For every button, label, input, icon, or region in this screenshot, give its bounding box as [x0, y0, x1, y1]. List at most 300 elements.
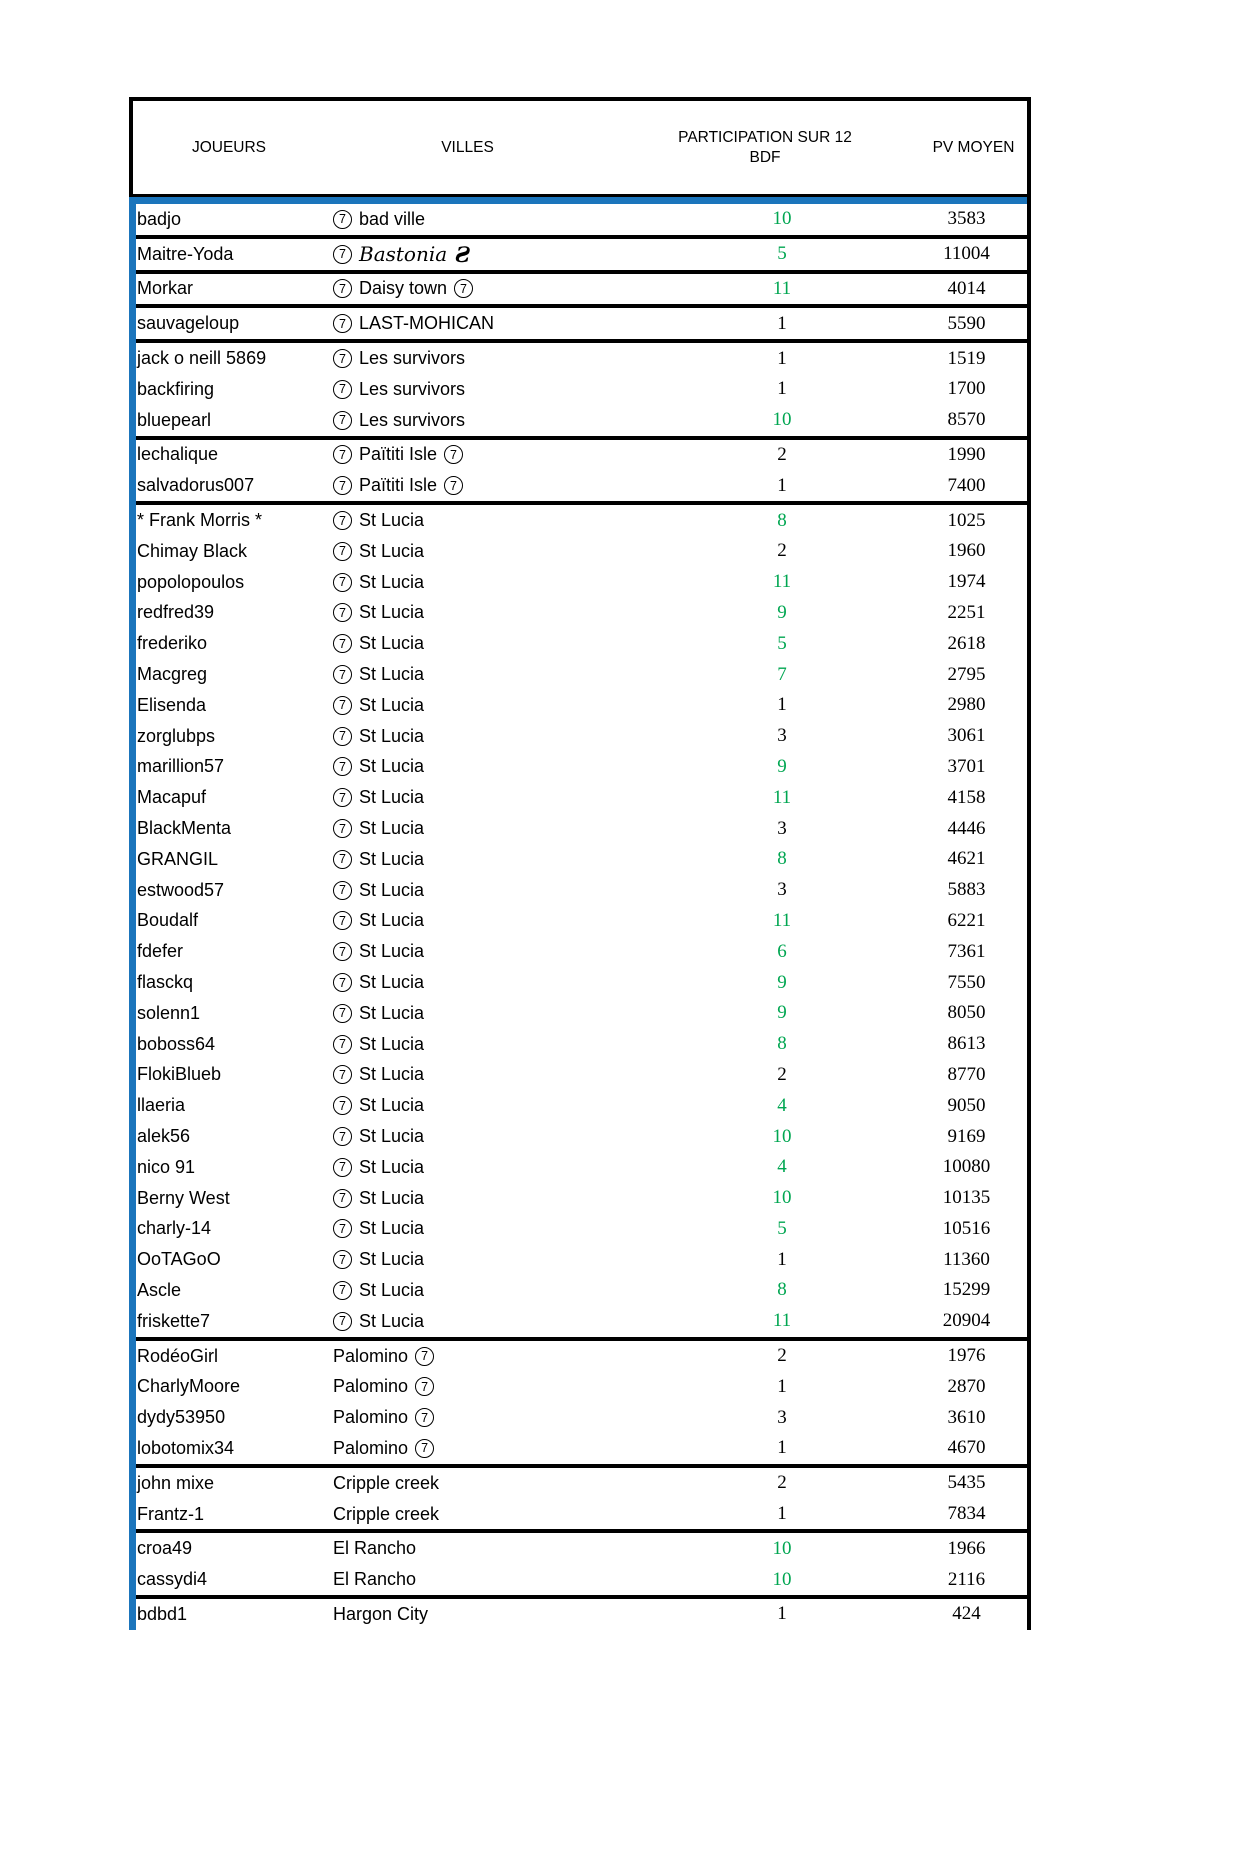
circle-seven-icon: 7: [333, 573, 352, 592]
table-row: [133, 567, 1027, 598]
circle-seven-icon: 7: [333, 245, 352, 264]
player-name: Chimay Black: [137, 540, 248, 561]
player-name: GRANGIL: [137, 848, 219, 869]
ville-name: St Lucia: [359, 664, 425, 685]
ville-name: St Lucia: [359, 633, 425, 654]
table-row: [133, 501, 1027, 536]
participation-value: 3: [777, 725, 787, 747]
ville-cell: [325, 436, 610, 471]
participation-value: 1: [777, 378, 787, 400]
player-name-cell: [133, 1529, 325, 1564]
player-name: CharlyMoore: [137, 1376, 241, 1397]
ville-name: St Lucia: [359, 1002, 425, 1023]
table-row: [133, 875, 1027, 906]
circle-seven-icon: 7: [333, 445, 352, 464]
player-name: croa49: [137, 1538, 193, 1559]
player-name: marillion57: [137, 756, 225, 777]
participation-value: 1: [610, 1595, 920, 1630]
ville-cell: [325, 1214, 610, 1245]
circle-seven-icon: 7: [333, 911, 352, 930]
participation-value: 9: [777, 1002, 787, 1024]
circle-seven-icon: 7: [333, 757, 352, 776]
table-row: [133, 1433, 1027, 1464]
ville-name: St Lucia: [359, 1095, 425, 1116]
ville-name: St Lucia: [359, 1064, 425, 1085]
circle-seven-icon: 7: [415, 1408, 434, 1427]
circle-seven-icon: 7: [333, 1096, 352, 1115]
participation-value: 1: [777, 474, 787, 496]
player-name-cell: [133, 782, 325, 813]
ville-cell: [325, 1595, 610, 1630]
participation-value: 8: [777, 1279, 787, 1301]
table-row: [133, 998, 1027, 1029]
player-name-cell: [133, 1433, 325, 1464]
participation-value: 1: [777, 1248, 787, 1270]
pv-moyen-value: 7400: [947, 474, 986, 496]
table-row: [133, 1464, 1027, 1499]
pv-moyen-value: 8613: [947, 1033, 986, 1055]
ville-name: St Lucia: [359, 1156, 425, 1177]
ville-cell: [325, 1499, 610, 1530]
circle-seven-icon: 7: [333, 279, 352, 298]
ville-cell: [325, 304, 610, 339]
participation-value: 8: [777, 848, 787, 870]
player-name: OoTAGoO: [137, 1249, 221, 1270]
selection-left-border: [129, 197, 136, 1630]
player-name: flasckq: [137, 972, 194, 993]
table-row: [133, 1090, 1027, 1121]
ville-cell: [325, 567, 610, 598]
circle-seven-icon: 7: [333, 1004, 352, 1023]
table-row: [133, 1529, 1027, 1564]
player-name: Macgreg: [137, 664, 208, 685]
ville-cell: [325, 1152, 610, 1183]
participation-value: 7: [777, 663, 787, 685]
ville-name: St Lucia: [359, 725, 425, 746]
participation-value: 10: [772, 409, 792, 431]
player-name-cell: [133, 1595, 325, 1630]
player-name-cell: [133, 1464, 325, 1499]
table-row: [133, 1371, 1027, 1402]
player-name: FlokiBlueb: [137, 1064, 222, 1085]
ville-cell: [325, 1060, 610, 1091]
ville-cell: [325, 1029, 610, 1060]
player-name-cell: [133, 936, 325, 967]
player-name: alek56: [137, 1126, 191, 1146]
ville-name: Païtiti Isle: [359, 444, 438, 465]
player-name: dydy53950: [137, 1407, 226, 1428]
ville-name: Bastonia: [359, 242, 448, 267]
circle-seven-icon: 7: [333, 1219, 352, 1238]
participation-value: 10: [772, 1568, 792, 1590]
ville-cell: [325, 628, 610, 659]
ville-name: St Lucia: [359, 1033, 425, 1054]
pv-moyen-value: 3610: [947, 1406, 986, 1428]
ville-cell: [325, 1529, 610, 1564]
participation-value: 3: [777, 817, 787, 839]
player-name-cell: [133, 1060, 325, 1091]
ville-name: St Lucia: [359, 818, 425, 839]
ville-name: St Lucia: [359, 1218, 425, 1239]
player-name-cell: [133, 1275, 325, 1306]
player-name-cell: [133, 1306, 325, 1337]
ville-name: St Lucia: [359, 540, 425, 561]
pv-moyen-value: 1519: [920, 339, 1027, 374]
table-row: [133, 752, 1027, 783]
participation-value: 4: [777, 1156, 787, 1178]
pv-moyen-value: 15299: [942, 1279, 991, 1301]
circle-seven-icon: 7: [333, 850, 352, 869]
player-name: RodéoGirl: [137, 1345, 219, 1366]
participation-value: 11: [772, 1310, 792, 1332]
pv-moyen-value: 11360: [943, 1248, 990, 1270]
ville-name: St Lucia: [359, 1279, 425, 1300]
ville-name: St Lucia: [359, 972, 425, 993]
table-row: [133, 374, 1027, 405]
participation-value: 2: [610, 436, 920, 471]
player-name: backfiring: [137, 378, 215, 399]
player-name-cell: [133, 1499, 325, 1530]
participation-value: 2: [777, 540, 787, 562]
pv-moyen-value: 5883: [947, 879, 986, 901]
table-body: [133, 197, 1027, 1630]
ville-cell: [325, 1371, 610, 1402]
pv-moyen-value: 1700: [947, 378, 986, 400]
player-name: salvadorus007: [137, 475, 255, 496]
circle-seven-icon: 7: [333, 1127, 352, 1146]
ville-name: Les survivors: [359, 378, 466, 399]
pv-moyen-value: 3583: [920, 197, 1027, 235]
table-row: [133, 470, 1027, 501]
table-row: [133, 628, 1027, 659]
participation-value: 1: [777, 694, 787, 716]
circle-seven-icon: 7: [454, 279, 473, 298]
participation-value: 1: [610, 339, 920, 374]
circle-seven-icon: 7: [444, 445, 463, 464]
ville-cell: [325, 1090, 610, 1121]
player-name: * Frank Morris *: [137, 510, 263, 531]
pv-moyen-value: 20904: [942, 1310, 991, 1332]
table-row: [133, 1337, 1027, 1372]
pv-moyen-value: 3701: [947, 755, 986, 777]
table-row: [133, 1499, 1027, 1530]
player-name: Maitre-Yoda: [137, 243, 234, 264]
player-name: john mixe: [137, 1472, 215, 1493]
circle-seven-icon: 7: [333, 1312, 352, 1331]
participation-value: 11: [772, 909, 792, 931]
player-name: llaeria: [137, 1095, 186, 1116]
pv-moyen-value: 11004: [920, 235, 1027, 270]
pv-moyen-value: 1974: [947, 571, 986, 593]
player-name: lechalique: [137, 444, 219, 465]
column-header-participation: PARTICIPATION SUR 12 BDF: [610, 101, 920, 197]
participation-value: 10: [772, 1125, 792, 1147]
ville-name: Palomino: [333, 1437, 409, 1458]
participation-value: 9: [777, 755, 787, 777]
participation-value: 10: [772, 1187, 792, 1209]
player-name-cell: [133, 235, 325, 270]
ville-name: St Lucia: [359, 910, 425, 931]
pv-moyen-value: 10516: [942, 1217, 991, 1239]
circle-seven-icon: 7: [415, 1377, 434, 1396]
player-name: Morkar: [137, 278, 194, 299]
player-name-cell: [133, 628, 325, 659]
player-name: charly-14: [137, 1218, 212, 1239]
player-name-cell: [133, 998, 325, 1029]
pv-moyen-value: 2980: [947, 694, 986, 716]
player-name-cell: [133, 270, 325, 305]
table-row: [133, 1183, 1027, 1214]
ville-cell: [325, 405, 610, 436]
player-name-cell: [133, 690, 325, 721]
participation-value: 10: [610, 197, 920, 235]
pv-moyen-value: 7361: [947, 940, 986, 962]
table-row: [133, 967, 1027, 998]
participation-value: 1: [777, 1375, 787, 1397]
pv-moyen-value: 8570: [947, 409, 986, 431]
circle-seven-icon: 7: [333, 476, 352, 495]
participation-value: 5: [777, 632, 787, 654]
ville-cell: [325, 875, 610, 906]
player-name: fdefer: [137, 941, 184, 962]
ville-name: St Lucia: [359, 694, 425, 715]
ville-cell: [325, 1564, 610, 1595]
player-name-cell: [133, 567, 325, 598]
ville-name: St Lucia: [359, 602, 425, 623]
participation-value: 9: [777, 971, 787, 993]
ville-cell: [325, 598, 610, 629]
pv-moyen-value: 10135: [942, 1187, 991, 1209]
table-row: [133, 936, 1027, 967]
participation-value: 5: [777, 1217, 787, 1239]
bastonia-script-icon: Ƨ: [455, 241, 471, 267]
participation-value: 8: [777, 1033, 787, 1055]
ville-name: St Lucia: [359, 510, 425, 531]
participation-value: 2: [610, 1464, 920, 1499]
column-header-pv-moyen: PV MOYEN: [920, 101, 1027, 197]
player-name: popolopoulos: [137, 571, 245, 592]
player-name-cell: [133, 1090, 325, 1121]
participation-value: 5: [610, 235, 920, 270]
ville-cell: [325, 721, 610, 752]
table-row: [133, 1306, 1027, 1337]
pv-moyen-value: 9169: [947, 1125, 986, 1147]
pv-moyen-value: 9050: [947, 1094, 986, 1116]
circle-seven-icon: 7: [333, 1250, 352, 1269]
player-name: frederiko: [137, 633, 208, 654]
player-name: Berny West: [137, 1187, 230, 1208]
player-name-cell: [133, 813, 325, 844]
table-row: [133, 436, 1027, 471]
circle-seven-icon: 7: [333, 665, 352, 684]
table-row: [133, 1402, 1027, 1433]
table-row: [133, 1214, 1027, 1245]
circle-seven-icon: 7: [415, 1439, 434, 1458]
player-name-cell: [133, 339, 325, 374]
ville-name: St Lucia: [359, 1126, 425, 1146]
participation-value: 2: [610, 1337, 920, 1372]
pv-moyen-value: 6221: [947, 909, 986, 931]
ville-cell: [325, 967, 610, 998]
ville-name: St Lucia: [359, 1249, 425, 1270]
player-name: Macapuf: [137, 787, 207, 808]
ville-name: St Lucia: [359, 756, 425, 777]
header-row: [133, 101, 1027, 197]
player-name: cassydi4: [137, 1569, 208, 1590]
pv-moyen-value: 5435: [920, 1464, 1027, 1499]
ville-name: St Lucia: [359, 1310, 425, 1331]
circle-seven-icon: 7: [333, 1065, 352, 1084]
table-row: [133, 304, 1027, 339]
pv-moyen-value: 4158: [947, 786, 986, 808]
circle-seven-icon: 7: [333, 380, 352, 399]
ville-name: St Lucia: [359, 879, 425, 900]
ville-name: El Rancho: [333, 1569, 417, 1590]
ville-cell: [325, 1402, 610, 1433]
ville-name: bad ville: [359, 208, 426, 229]
participation-value: 9: [777, 601, 787, 623]
ville-name: Hargon City: [333, 1603, 429, 1624]
table-row: [133, 721, 1027, 752]
ville-name: Païtiti Isle: [359, 475, 438, 496]
ville-cell: [325, 235, 610, 270]
table-row: [133, 1595, 1027, 1630]
participation-value: 3: [777, 879, 787, 901]
player-name-cell: [133, 721, 325, 752]
ville-cell: [325, 1183, 610, 1214]
circle-seven-icon: 7: [333, 1281, 352, 1300]
player-name-cell: [133, 470, 325, 501]
pv-moyen-value: 1990: [920, 436, 1027, 471]
player-name: nico 91: [137, 1156, 196, 1177]
ville-name: Palomino: [333, 1376, 409, 1397]
table-row: [133, 690, 1027, 721]
participation-value: 8: [610, 501, 920, 536]
table-row: [133, 197, 1027, 235]
player-name: Boudalf: [137, 910, 199, 931]
circle-seven-icon: 7: [333, 881, 352, 900]
ville-cell: [325, 1244, 610, 1275]
ville-name: Cripple creek: [333, 1503, 440, 1524]
player-name: lobotomix34: [137, 1437, 235, 1458]
player-name-cell: [133, 1214, 325, 1245]
participation-value: 3: [777, 1406, 787, 1428]
ville-cell: [325, 1275, 610, 1306]
player-name: redfred39: [137, 602, 215, 623]
ville-name: St Lucia: [359, 848, 425, 869]
ville-cell: [325, 1306, 610, 1337]
player-name-cell: [133, 436, 325, 471]
ville-cell: [325, 752, 610, 783]
ville-cell: [325, 813, 610, 844]
ville-cell: [325, 844, 610, 875]
table-row: [133, 1152, 1027, 1183]
ville-cell: [325, 1464, 610, 1499]
circle-seven-icon: 7: [333, 314, 352, 333]
player-name: solenn1: [137, 1002, 201, 1023]
participation-value: 1: [610, 304, 920, 339]
table-row: [133, 1244, 1027, 1275]
pv-moyen-value: 4446: [947, 817, 986, 839]
circle-seven-icon: 7: [333, 1158, 352, 1177]
player-name-cell: [133, 906, 325, 937]
circle-seven-icon: 7: [415, 1347, 434, 1366]
player-name: boboss64: [137, 1033, 216, 1054]
players-table: [129, 97, 1031, 1630]
column-header-villes: VILLES: [325, 101, 610, 197]
participation-value: 1: [777, 1437, 787, 1459]
table-row: [133, 405, 1027, 436]
pv-moyen-value: 1960: [947, 540, 986, 562]
ville-cell: [325, 501, 610, 536]
pv-moyen-value: 424: [920, 1595, 1027, 1630]
player-name-cell: [133, 659, 325, 690]
pv-moyen-value: 8770: [947, 1063, 986, 1085]
table-row: [133, 339, 1027, 374]
pv-moyen-value: 2116: [947, 1568, 986, 1590]
player-name-cell: [133, 598, 325, 629]
pv-moyen-value: 1966: [920, 1529, 1027, 1564]
player-name-cell: [133, 501, 325, 536]
circle-seven-icon: 7: [333, 603, 352, 622]
ville-cell: [325, 197, 610, 235]
circle-seven-icon: 7: [333, 210, 352, 229]
circle-seven-icon: 7: [333, 542, 352, 561]
ville-cell: [325, 1337, 610, 1372]
participation-value: 2: [777, 1063, 787, 1085]
circle-seven-icon: 7: [333, 511, 352, 530]
table-row: [133, 598, 1027, 629]
ville-cell: [325, 374, 610, 405]
circle-seven-icon: 7: [333, 1035, 352, 1054]
participation-value: 6: [777, 940, 787, 962]
participation-value: 10: [610, 1529, 920, 1564]
player-name-cell: [133, 1564, 325, 1595]
player-name-cell: [133, 752, 325, 783]
pv-moyen-value: 2870: [947, 1375, 986, 1397]
player-name: Ascle: [137, 1279, 182, 1300]
player-name: bdbd1: [137, 1603, 188, 1624]
participation-value: 11: [772, 786, 792, 808]
ville-name: St Lucia: [359, 941, 425, 962]
table-row: [133, 1060, 1027, 1091]
ville-cell: [325, 1433, 610, 1464]
ville-cell: [325, 906, 610, 937]
ville-name: Les survivors: [359, 348, 466, 369]
ville-name: Cripple creek: [333, 1472, 440, 1493]
table-row: [133, 659, 1027, 690]
player-name-cell: [133, 1152, 325, 1183]
circle-seven-icon: 7: [333, 1189, 352, 1208]
player-name-cell: [133, 1337, 325, 1372]
ville-name: Daisy town: [359, 278, 448, 299]
player-name-cell: [133, 1029, 325, 1060]
player-name-cell: [133, 844, 325, 875]
pv-moyen-value: 7834: [947, 1503, 986, 1525]
circle-seven-icon: 7: [333, 973, 352, 992]
pv-moyen-value: 2618: [947, 632, 986, 654]
table-row: [133, 813, 1027, 844]
table-row: [133, 1564, 1027, 1595]
pv-moyen-value: 4621: [947, 848, 986, 870]
pv-moyen-value: 4670: [947, 1437, 986, 1459]
player-name: BlackMenta: [137, 818, 232, 839]
player-name: sauvageloup: [137, 313, 240, 334]
player-name: Frantz-1: [137, 1503, 205, 1524]
player-name-cell: [133, 405, 325, 436]
pv-moyen-value: 7550: [947, 971, 986, 993]
ville-cell: [325, 782, 610, 813]
